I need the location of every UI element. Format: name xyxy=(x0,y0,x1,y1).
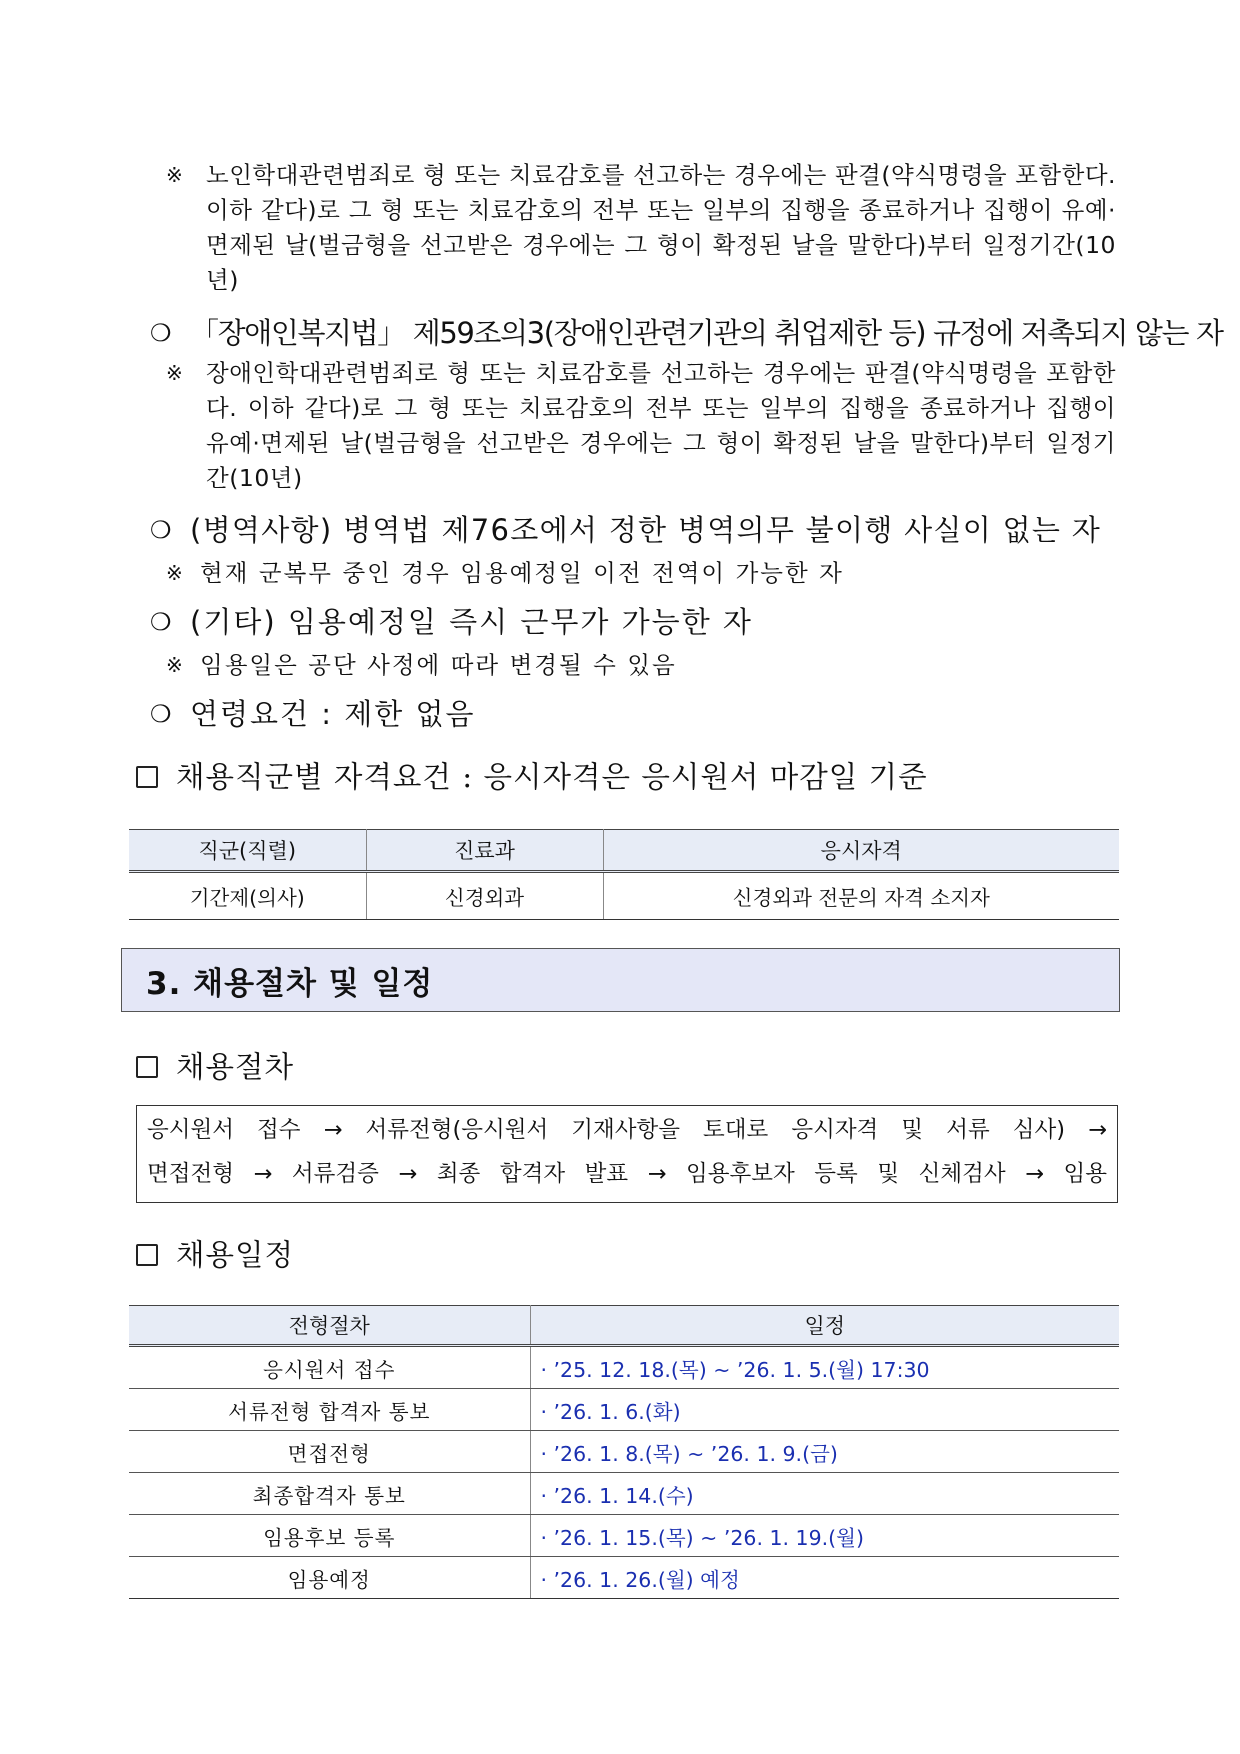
procedure-word: 신체검사 xyxy=(918,1161,1006,1187)
schedule-date: · ’26. 1. 14.(수) xyxy=(530,1473,1119,1515)
section-title: 3. 채용절차 및 일정 xyxy=(146,965,434,1002)
checkbox-square-icon xyxy=(136,766,158,788)
note-text: 장애인학대관련범죄로 형 또는 치료감호를 선고하는 경우에는 판결(약식명령을 포함한다. 이하 같다)로 그 형 또는 치료감호의 전부 또는 일부의 집행을 종료하거나 집행이 유예·면제된 날(벌금형을 선고받은 경우에는 그 형이 확정된 날을 말한다)부터 일정기간(10년) xyxy=(206,359,1116,492)
requirement-text: (기타) 임용예정일 즉시 근무가 가능한 자 xyxy=(190,605,753,639)
procedure-word: 면접전형 xyxy=(147,1161,234,1187)
procedure-word: 발표 xyxy=(584,1161,629,1187)
reference-mark-icon: ※ xyxy=(166,361,183,385)
schedule-step: 임용예정 xyxy=(129,1557,530,1599)
schedule-date: · ’26. 1. 26.(월) 예정 xyxy=(530,1557,1119,1599)
note-text: 임용일은 공단 사정에 따라 변경될 수 있음 xyxy=(200,651,677,679)
procedure-word: 및 xyxy=(877,1161,900,1187)
table-row xyxy=(129,1431,1119,1473)
job-requirements-heading xyxy=(136,758,928,796)
procedure-word: 합격자 xyxy=(499,1161,566,1187)
procedure-word: 심사) xyxy=(1012,1117,1066,1143)
procedure-word: 임용 xyxy=(1063,1161,1107,1187)
schedule-step: 서류전형 합격자 통보 xyxy=(129,1389,530,1431)
table-row xyxy=(129,1389,1119,1431)
arrow-icon: → xyxy=(253,1161,273,1187)
arrow-icon: → xyxy=(647,1161,667,1187)
schedule-heading xyxy=(136,1236,294,1274)
schedule-date: · ’26. 1. 8.(목) ~ ’26. 1. 9.(금) xyxy=(530,1431,1119,1473)
arrow-icon: → xyxy=(323,1117,343,1143)
section-title-bar xyxy=(121,948,1120,1012)
table-row xyxy=(129,1557,1119,1599)
schedule-table xyxy=(129,1305,1119,1599)
note-disability-abuse xyxy=(166,356,1126,496)
note-text: 현재 군복무 중인 경우 임용예정일 이전 전역이 가능한 자 xyxy=(200,559,844,587)
schedule-step: 면접전형 xyxy=(129,1431,530,1473)
table-row xyxy=(129,1515,1119,1557)
procedure-word: 토대로 xyxy=(703,1117,769,1143)
procedure-word: 서류 xyxy=(946,1117,990,1143)
checkbox-square-icon xyxy=(136,1056,158,1078)
procedure-line-1 xyxy=(147,1108,1107,1152)
procedure-word: 서류검증 xyxy=(291,1161,379,1187)
column-header: 일정 xyxy=(530,1306,1119,1346)
column-header: 응시자격 xyxy=(603,830,1119,872)
arrow-icon: → xyxy=(1025,1161,1044,1187)
note-text: 노인학대관련범죄로 형 또는 치료감호를 선고하는 경우에는 판결(약식명령을 포함한다. 이하 같다)로 그 형 또는 치료감호의 전부 또는 일부의 집행을 종료하거나 집행이 유예·면제된 날(벌금형을 선고받은 경우에는 그 형이 확정된 날을 말한다)부터 일정기간(10년) xyxy=(206,161,1116,294)
schedule-date: · ’25. 12. 18.(목) ~ ’26. 1. 5.(월) 17:30 xyxy=(530,1346,1119,1389)
reference-mark-icon: ※ xyxy=(166,653,183,677)
table-header-row xyxy=(129,830,1119,872)
schedule-date: · ’26. 1. 15.(목) ~ ’26. 1. 19.(월) xyxy=(530,1515,1119,1557)
procedure-word: 최종 xyxy=(436,1161,481,1187)
column-header: 직군(직렬) xyxy=(129,830,366,872)
table-header-row xyxy=(129,1306,1119,1346)
procedure-word: 및 xyxy=(901,1117,924,1143)
table-cell: 기간제(의사) xyxy=(129,872,366,920)
requirement-age xyxy=(150,696,476,732)
job-requirements-table xyxy=(129,829,1119,920)
procedure-heading xyxy=(136,1048,294,1086)
column-header: 전형절차 xyxy=(129,1306,530,1346)
heading-text: 채용직군별 자격요건 : 응시자격은 응시원서 마감일 기준 xyxy=(176,760,928,794)
arrow-icon: → xyxy=(1088,1117,1107,1143)
procedure-box xyxy=(136,1105,1118,1203)
requirement-text: 「장애인복지법」 제59조의3(장애인관련기관의 취업제한 등) 규정에 저촉되지 않는 자 xyxy=(190,316,1223,350)
checkbox-square-icon xyxy=(136,1244,158,1266)
schedule-step: 최종합격자 통보 xyxy=(129,1473,530,1515)
table-row xyxy=(129,1346,1119,1389)
requirement-disability-welfare xyxy=(150,315,1223,351)
procedure-word: 등록 xyxy=(814,1161,858,1187)
procedure-word: 기재사항을 xyxy=(571,1117,680,1143)
requirement-military xyxy=(150,512,1101,548)
heading-text: 채용일정 xyxy=(176,1238,294,1272)
schedule-step: 임용후보 등록 xyxy=(129,1515,530,1557)
column-header: 진료과 xyxy=(366,830,603,872)
circle-bullet-icon: ❍ xyxy=(150,516,172,544)
procedure-word: 응시원서 xyxy=(147,1117,234,1143)
circle-bullet-icon: ❍ xyxy=(150,608,172,636)
procedure-word: 서류전형(응시원서 xyxy=(365,1117,549,1143)
requirement-text: 연령요건 : 제한 없음 xyxy=(190,697,476,731)
procedure-word: 임용후보자 xyxy=(686,1161,795,1187)
arrow-icon: → xyxy=(398,1161,418,1187)
note-elder-abuse xyxy=(166,158,1126,298)
schedule-date: · ’26. 1. 6.(화) xyxy=(530,1389,1119,1431)
procedure-word: 응시자격 xyxy=(791,1117,879,1143)
reference-mark-icon: ※ xyxy=(166,561,183,585)
table-cell: 신경외과 xyxy=(366,872,603,920)
schedule-step: 응시원서 접수 xyxy=(129,1346,530,1389)
requirement-text: (병역사항) 병역법 제76조에서 정한 병역의무 불이행 사실이 없는 자 xyxy=(190,513,1102,547)
procedure-line-2 xyxy=(147,1152,1107,1196)
circle-bullet-icon: ❍ xyxy=(150,319,172,347)
note-appointment-date xyxy=(166,650,677,680)
reference-mark-icon: ※ xyxy=(166,163,183,187)
table-row xyxy=(129,1473,1119,1515)
heading-text: 채용절차 xyxy=(176,1050,294,1084)
procedure-word: 접수 xyxy=(257,1117,301,1143)
circle-bullet-icon: ❍ xyxy=(150,700,172,728)
note-military xyxy=(166,558,844,588)
table-cell: 신경외과 전문의 자격 소지자 xyxy=(603,872,1119,920)
requirement-other xyxy=(150,604,753,640)
table-row xyxy=(129,872,1119,920)
